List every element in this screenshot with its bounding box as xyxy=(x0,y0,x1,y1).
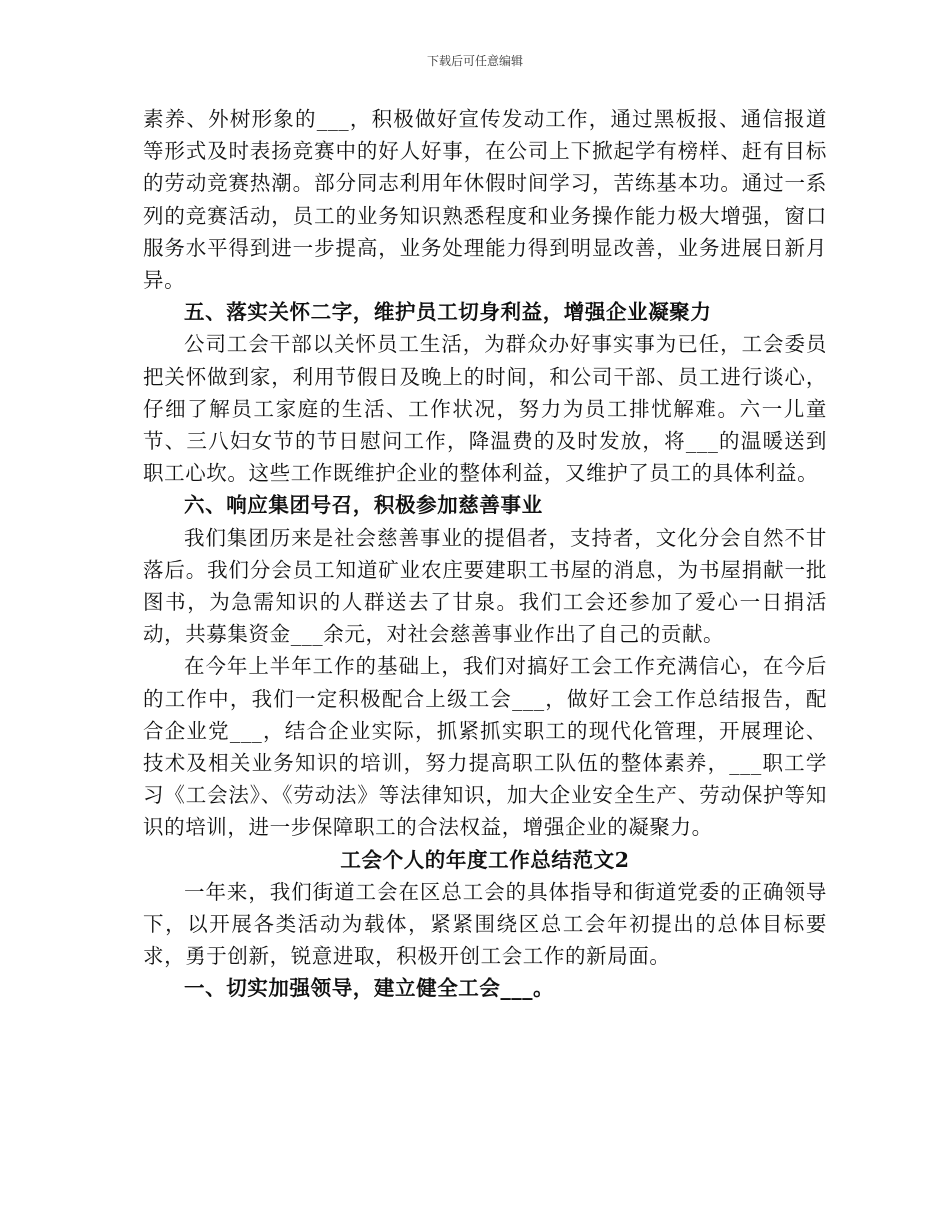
paragraph-intro: 一年来，我们街道工会在区总工会的具体指导和街道党委的正确领导下，以开展各类活动为载体，紧紧围绕区总工会年初提出的总体目标要求，勇于创新，锐意进取，积极开创工会工作的新局面。 xyxy=(143,879,827,969)
section-heading-6: 六、响应集团号召，积极参加慈善事业 xyxy=(184,493,543,518)
document-title-2: 工会个人的年度工作总结范文2 xyxy=(340,847,630,872)
section-heading-1: 一、切实加强领导，建立健全工会___。 xyxy=(184,976,555,1001)
paragraph-charity: 我们集团历来是社会慈善事业的提倡者，支持者，文化分会自然不甘落后。我们分会员工知道矿业农庄要建职工书屋的消息，为书屋捐献一批图书，为急需知识的人群送去了甘泉。我们工会还参加了爱心一日捐活动，共募集资金___余元，对社会慈善事业作出了自己的贡献。 xyxy=(143,525,827,647)
paragraph-continued: 素养、外树形象的___，积极做好宣传发动工作，通过黑板报、通信报道等形式及时表扬竞赛中的好人好事，在公司上下掀起学有榜样、赶有目标的劳动竞赛热潮。部分同志利用年休假时间学习，苦练基本功。通过一系列的竞赛活动，员工的业务知识熟悉程度和业务操作能力极大增强，窗口服务水平得到进一步提高，业务处理能力得到明显改善，业务进展日新月异。 xyxy=(143,107,827,293)
section-heading-5: 五、落实关怀二字，维护员工切身利益，增强企业凝聚力 xyxy=(184,300,712,325)
document-body xyxy=(143,103,827,1005)
paragraph-care: 公司工会干部以关怀员工生活，为群众办好事实事为已任，工会委员把关怀做到家，利用节假日及晚上的时间，和公司干部、员工进行谈心，仔细了解员工家庭的生活、工作状况，努力为员工排忧解难。六一儿童节、三八妇女节的节日慰问工作，降温费的及时发放，将___的温暖送到职工心坎。这些工作既维护企业的整体利益，又维护了员工的具体利益。 xyxy=(143,332,827,486)
page-header: 下载后可任意编辑 xyxy=(426,54,523,68)
paragraph-outlook: 在今年上半年工作的基础上，我们对搞好工会工作充满信心，在今后的工作中，我们一定积极配合上级工会___，做好工会工作总结报告，配合企业党___，结合企业实际，抓紧抓实职工的现代化管理，开展理论、技术及相关业务知识的培训，努力提高职工队伍的整体素养，___职工学习《工会法》、《劳动法》等法律知识，加大企业安全生产、劳动保护等知识的培训，进一步保障职工的合法权益，增强企业的凝聚力。 xyxy=(143,654,827,840)
